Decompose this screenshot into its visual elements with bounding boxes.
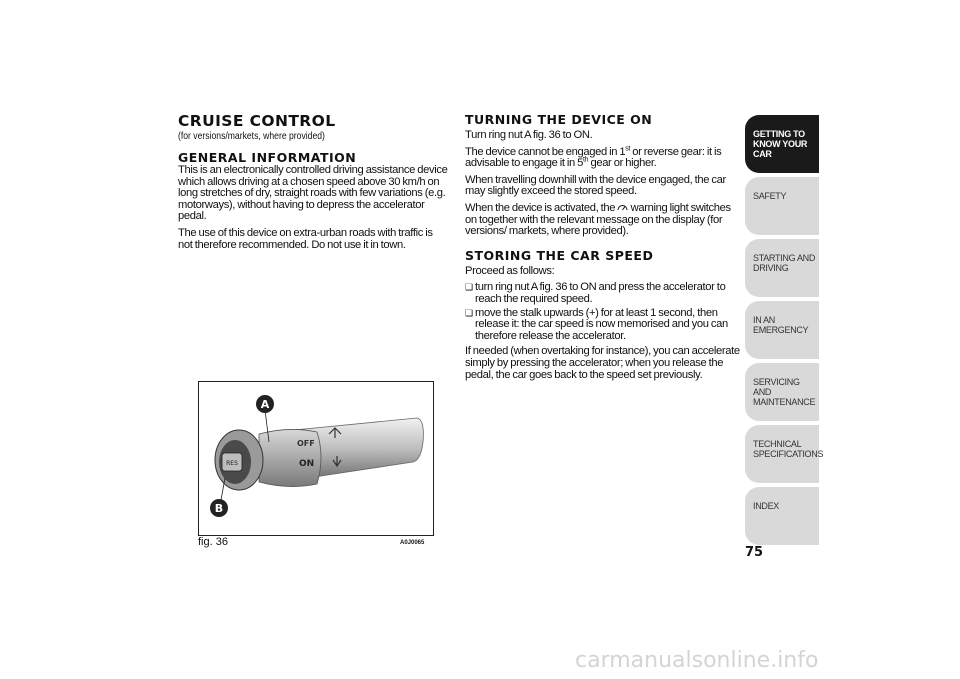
chapter-tabs — [745, 115, 824, 549]
tab-safety[interactable]: SAFETY — [745, 177, 819, 235]
turning-para-1: Turn ring nut A fig. 36 to ON. — [465, 129, 593, 141]
general-info-para-2: The use of this device on extra-urban roads with traffic is not therefore recommended. Do not use it in town. — [178, 226, 433, 251]
watermark: carmanualsonline.info — [575, 648, 819, 673]
on-label: ON — [299, 459, 315, 469]
turning-para-2: The device cannot be engaged in 1st or reverse gear: it is advisable to engage it in 5th gear or higher. — [465, 144, 722, 170]
storing-para-1: Proceed as follows: — [465, 264, 555, 277]
tab-technical-specifications[interactable]: TECHNICAL SPECIFICATIONS — [745, 425, 819, 483]
page-number: 75 — [745, 545, 764, 560]
left-column — [178, 112, 448, 256]
figure-caption: fig. 36 — [198, 536, 228, 548]
tab-getting-to-know-your-car[interactable]: GETTING TO KNOW YOUR CAR — [745, 115, 819, 173]
res-button-label: RES — [226, 460, 238, 467]
section-subtitle: (for versions/markets, where provided) — [178, 130, 325, 142]
figure-code: A0J0065 — [400, 540, 425, 546]
storing-para-2: If needed (when overtaking for instance), you can accelerate simply by pressing the accelerator; when you release the pedal, the car goes back to the speed set previously. — [465, 345, 740, 381]
storing-speed-heading: STORING THE CAR SPEED — [465, 247, 654, 263]
general-info-para-1: This is an electronically controlled driving assistance device which allows driving at a chosen speed above 30 km/h on long stretches of dry, straight roads with few variations (e.g. motorways), without having to depress the accelerator pedal. — [178, 164, 448, 223]
tab-servicing-and-maintenance[interactable]: SERVICING AND MAINTENANCE — [745, 363, 819, 421]
svg-text:B: B — [214, 502, 224, 515]
turning-para-3: When travelling downhill with the device engaged, the car may slightly exceed the stored speed. — [465, 173, 726, 198]
general-info-heading: GENERAL INFORMATION — [178, 150, 357, 165]
tab-starting-and-driving[interactable]: STARTING AND DRIVING — [745, 239, 819, 297]
svg-text:A: A — [260, 398, 270, 411]
list-item: ❏ turn ring nut A fig. 36 to ON and press the accelerator to reach the required speed. — [465, 282, 740, 305]
cruise-stalk-illustration — [199, 382, 433, 535]
cruise-warning-light-icon — [617, 203, 628, 212]
right-column — [465, 112, 740, 386]
off-label: OFF — [297, 439, 315, 448]
tab-in-an-emergency[interactable]: IN AN EMERGENCY — [745, 301, 819, 359]
tab-index[interactable]: INDEX — [745, 487, 819, 545]
turning-on-heading: TURNING THE DEVICE ON — [465, 112, 653, 127]
figure-36 — [198, 381, 434, 536]
storing-bullet-list — [465, 282, 740, 342]
section-title: CRUISE CONTROL — [178, 112, 336, 130]
turning-para-4: When the device is activated, the warning light switches on together with the relevant message on the display (for versions/ markets, where provided). — [465, 201, 731, 238]
list-item: ❏ move the stalk upwards (+) for at least 1 second, then release it: the car speed is now memorised and you can therefore release the accelerator. — [465, 308, 740, 343]
